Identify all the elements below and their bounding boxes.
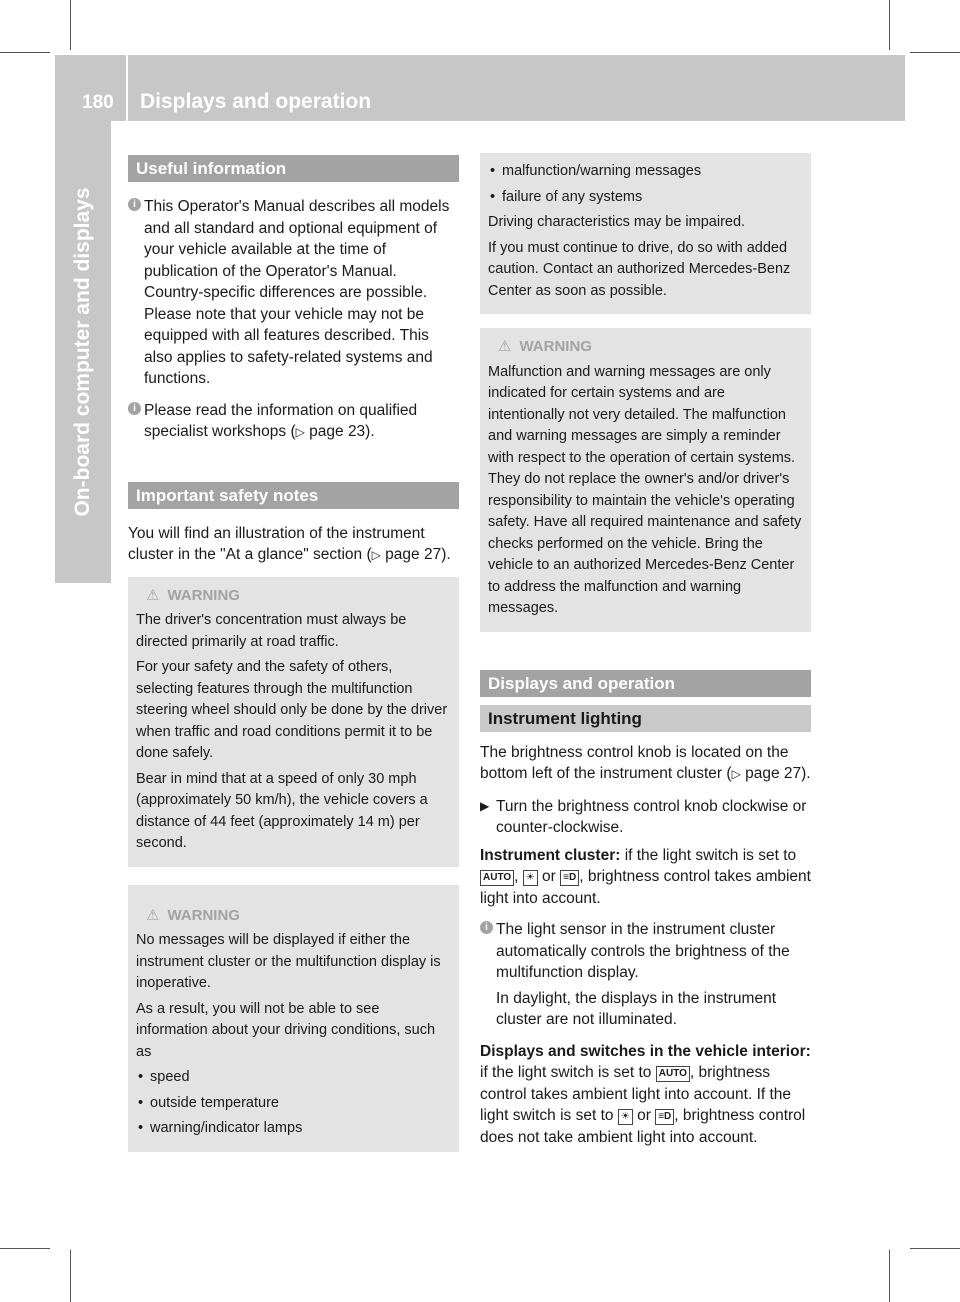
term-label: Instrument cluster: bbox=[480, 846, 621, 864]
warning-box-continued bbox=[480, 153, 811, 314]
info-icon: i bbox=[128, 198, 141, 211]
crop-mark bbox=[0, 1248, 50, 1249]
paragraph-text: The brightness control knob is located on the bottom left of the instrument cluster ( bbox=[480, 743, 789, 782]
warning-box bbox=[128, 577, 459, 867]
parking-light-icon: ☀ bbox=[618, 1109, 633, 1125]
crop-mark bbox=[910, 52, 960, 53]
info-text: In daylight, the displays in the instrument cluster are not illuminated. bbox=[496, 989, 777, 1028]
warning-text: If you must continue to drive, do so with added caution. Contact an authorized Mercedes-Benz Center as soon as possible. bbox=[488, 239, 791, 299]
section-heading-safety: Important safety notes bbox=[128, 482, 459, 509]
page-ref-icon: ▷ bbox=[731, 767, 741, 781]
crop-mark bbox=[889, 1250, 890, 1302]
info-icon: i bbox=[480, 921, 493, 934]
warning-text: Malfunction and warning messages are only indicated for certain systems and are intentionally not very detailed. The malfunction and warning messages are simply a reminder with respect to the operation of certain systems. They do not replace the owner's and/or driver's responsibility to maintain the vehicle's operating safety. Have all required maintenance and safety checks performed on the vehicle. Bring the vehicle to an authorized Mercedes-Benz Center to address the malfunction and warning messages. bbox=[488, 363, 802, 616]
warning-triangle-icon: ⚠ bbox=[498, 338, 512, 355]
chapter-tab-label: On-board computer and displays bbox=[71, 187, 94, 517]
paragraph-text: , bbox=[514, 868, 523, 885]
list-item: • failure of any systems bbox=[488, 187, 803, 209]
warning-title-text: WARNING bbox=[167, 586, 240, 604]
warning-triangle-icon: ⚠ bbox=[146, 586, 160, 604]
info-note bbox=[128, 196, 459, 390]
warning-title bbox=[136, 585, 451, 607]
warning-box bbox=[128, 885, 459, 1152]
low-beam-icon: ≡D bbox=[655, 1109, 674, 1125]
info-text-end[interactable]: page 23). bbox=[304, 423, 375, 440]
list-item: • warning/indicator lamps bbox=[136, 1118, 451, 1140]
chapter-tab-marker bbox=[55, 527, 111, 583]
paragraph-text: , brightness control does not take ambient light into account. bbox=[480, 1107, 806, 1146]
paragraph-text: if the light switch is set to bbox=[620, 846, 797, 864]
subsection-heading-lighting: Instrument lighting bbox=[480, 705, 811, 732]
instruction-step bbox=[480, 796, 811, 839]
page-title: Displays and operation bbox=[140, 90, 372, 113]
warning-text: No messages will be displayed if either the instrument cluster or the multifunction display is inoperative. bbox=[136, 932, 441, 991]
column-right bbox=[480, 153, 811, 1158]
warning-title-text: WARNING bbox=[519, 338, 592, 355]
crop-mark bbox=[70, 0, 71, 50]
lighting-intro bbox=[480, 742, 811, 786]
info-text: The light sensor in the instrument cluster automatically controls the brightness of the multifunction display. bbox=[496, 921, 790, 981]
list-item: • speed bbox=[136, 1067, 451, 1089]
warning-title bbox=[136, 905, 451, 927]
header-divider bbox=[126, 55, 128, 121]
warning-title bbox=[488, 336, 803, 358]
paragraph-text: , brightness control takes ambient light into account. If the light switch is set to bbox=[480, 1064, 792, 1124]
warning-text: The driver's concentration must always be directed primarily at road traffic. bbox=[136, 612, 407, 650]
list-item: • malfunction/warning messages bbox=[488, 161, 803, 183]
warning-text: For your safety and the safety of others, selecting features through the multifunction steering wheel should only be done by the driver when traffic and road conditions permit it to be done safely. bbox=[136, 659, 448, 761]
info-icon: i bbox=[128, 402, 141, 415]
safety-paragraph bbox=[128, 523, 459, 567]
step-text: Turn the brightness control knob clockwise or counter-clockwise. bbox=[496, 797, 807, 836]
warning-title-text: WARNING bbox=[167, 906, 240, 924]
column-left bbox=[128, 155, 459, 1152]
paragraph-text: if the light switch is set to bbox=[480, 1064, 656, 1081]
step-arrow-icon: ▶ bbox=[480, 798, 490, 813]
cluster-paragraph bbox=[480, 845, 811, 910]
list-item: • outside temperature bbox=[136, 1093, 451, 1115]
section-heading-displays: Displays and operation bbox=[480, 670, 811, 697]
interior-paragraph bbox=[480, 1041, 811, 1149]
auto-light-icon: AUTO bbox=[656, 1066, 690, 1082]
paragraph-text: or bbox=[632, 1107, 656, 1124]
low-beam-icon: ≡D bbox=[560, 870, 579, 886]
info-text: This Operator's Manual describes all models and all standard and optional equipment of your vehicle available at the time of publication of the Operator's Manual. Country-specific differences are possible. Please note that your vehicle may not be equipped with all features described. This also applies to safety-related systems and functions. bbox=[144, 198, 450, 387]
crop-mark bbox=[910, 1248, 960, 1249]
term-label: Displays and switches in the vehicle interior: bbox=[480, 1042, 811, 1060]
info-note bbox=[480, 919, 811, 984]
page-ref-icon: ▷ bbox=[371, 548, 381, 562]
warning-triangle-icon: ⚠ bbox=[146, 906, 160, 924]
warning-box bbox=[480, 328, 811, 632]
parking-light-icon: ☀ bbox=[523, 870, 538, 886]
auto-light-icon: AUTO bbox=[480, 870, 514, 886]
section-heading-useful: Useful information bbox=[128, 155, 459, 182]
page-number: 180 bbox=[82, 92, 114, 113]
warning-text: Bear in mind that at a speed of only 30 mph (approximately 50 km/h), the vehicle covers a distance of 44 feet (approximately 14 m) per second. bbox=[136, 770, 428, 851]
paragraph-text: You will find an illustration of the instrument cluster in the "At a glance" section ( bbox=[128, 524, 425, 563]
crop-mark bbox=[889, 0, 890, 50]
page-ref-link[interactable]: page 27). bbox=[740, 765, 811, 782]
page-ref-link[interactable]: page 27). bbox=[380, 546, 451, 563]
paragraph-text: or bbox=[537, 868, 561, 885]
page-ref-icon: ▷ bbox=[295, 425, 305, 439]
info-note bbox=[128, 400, 459, 444]
warning-text: Driving characteristics may be impaired. bbox=[488, 214, 746, 230]
crop-mark bbox=[70, 1250, 71, 1302]
info-text: Please read the information on qualified specialist workshops ( bbox=[144, 401, 418, 440]
crop-mark bbox=[0, 52, 50, 53]
paragraph-text: , brightness control takes ambient light into account. bbox=[480, 868, 811, 907]
warning-text: As a result, you will not be able to see information about your driving conditions, such as bbox=[136, 1000, 436, 1060]
